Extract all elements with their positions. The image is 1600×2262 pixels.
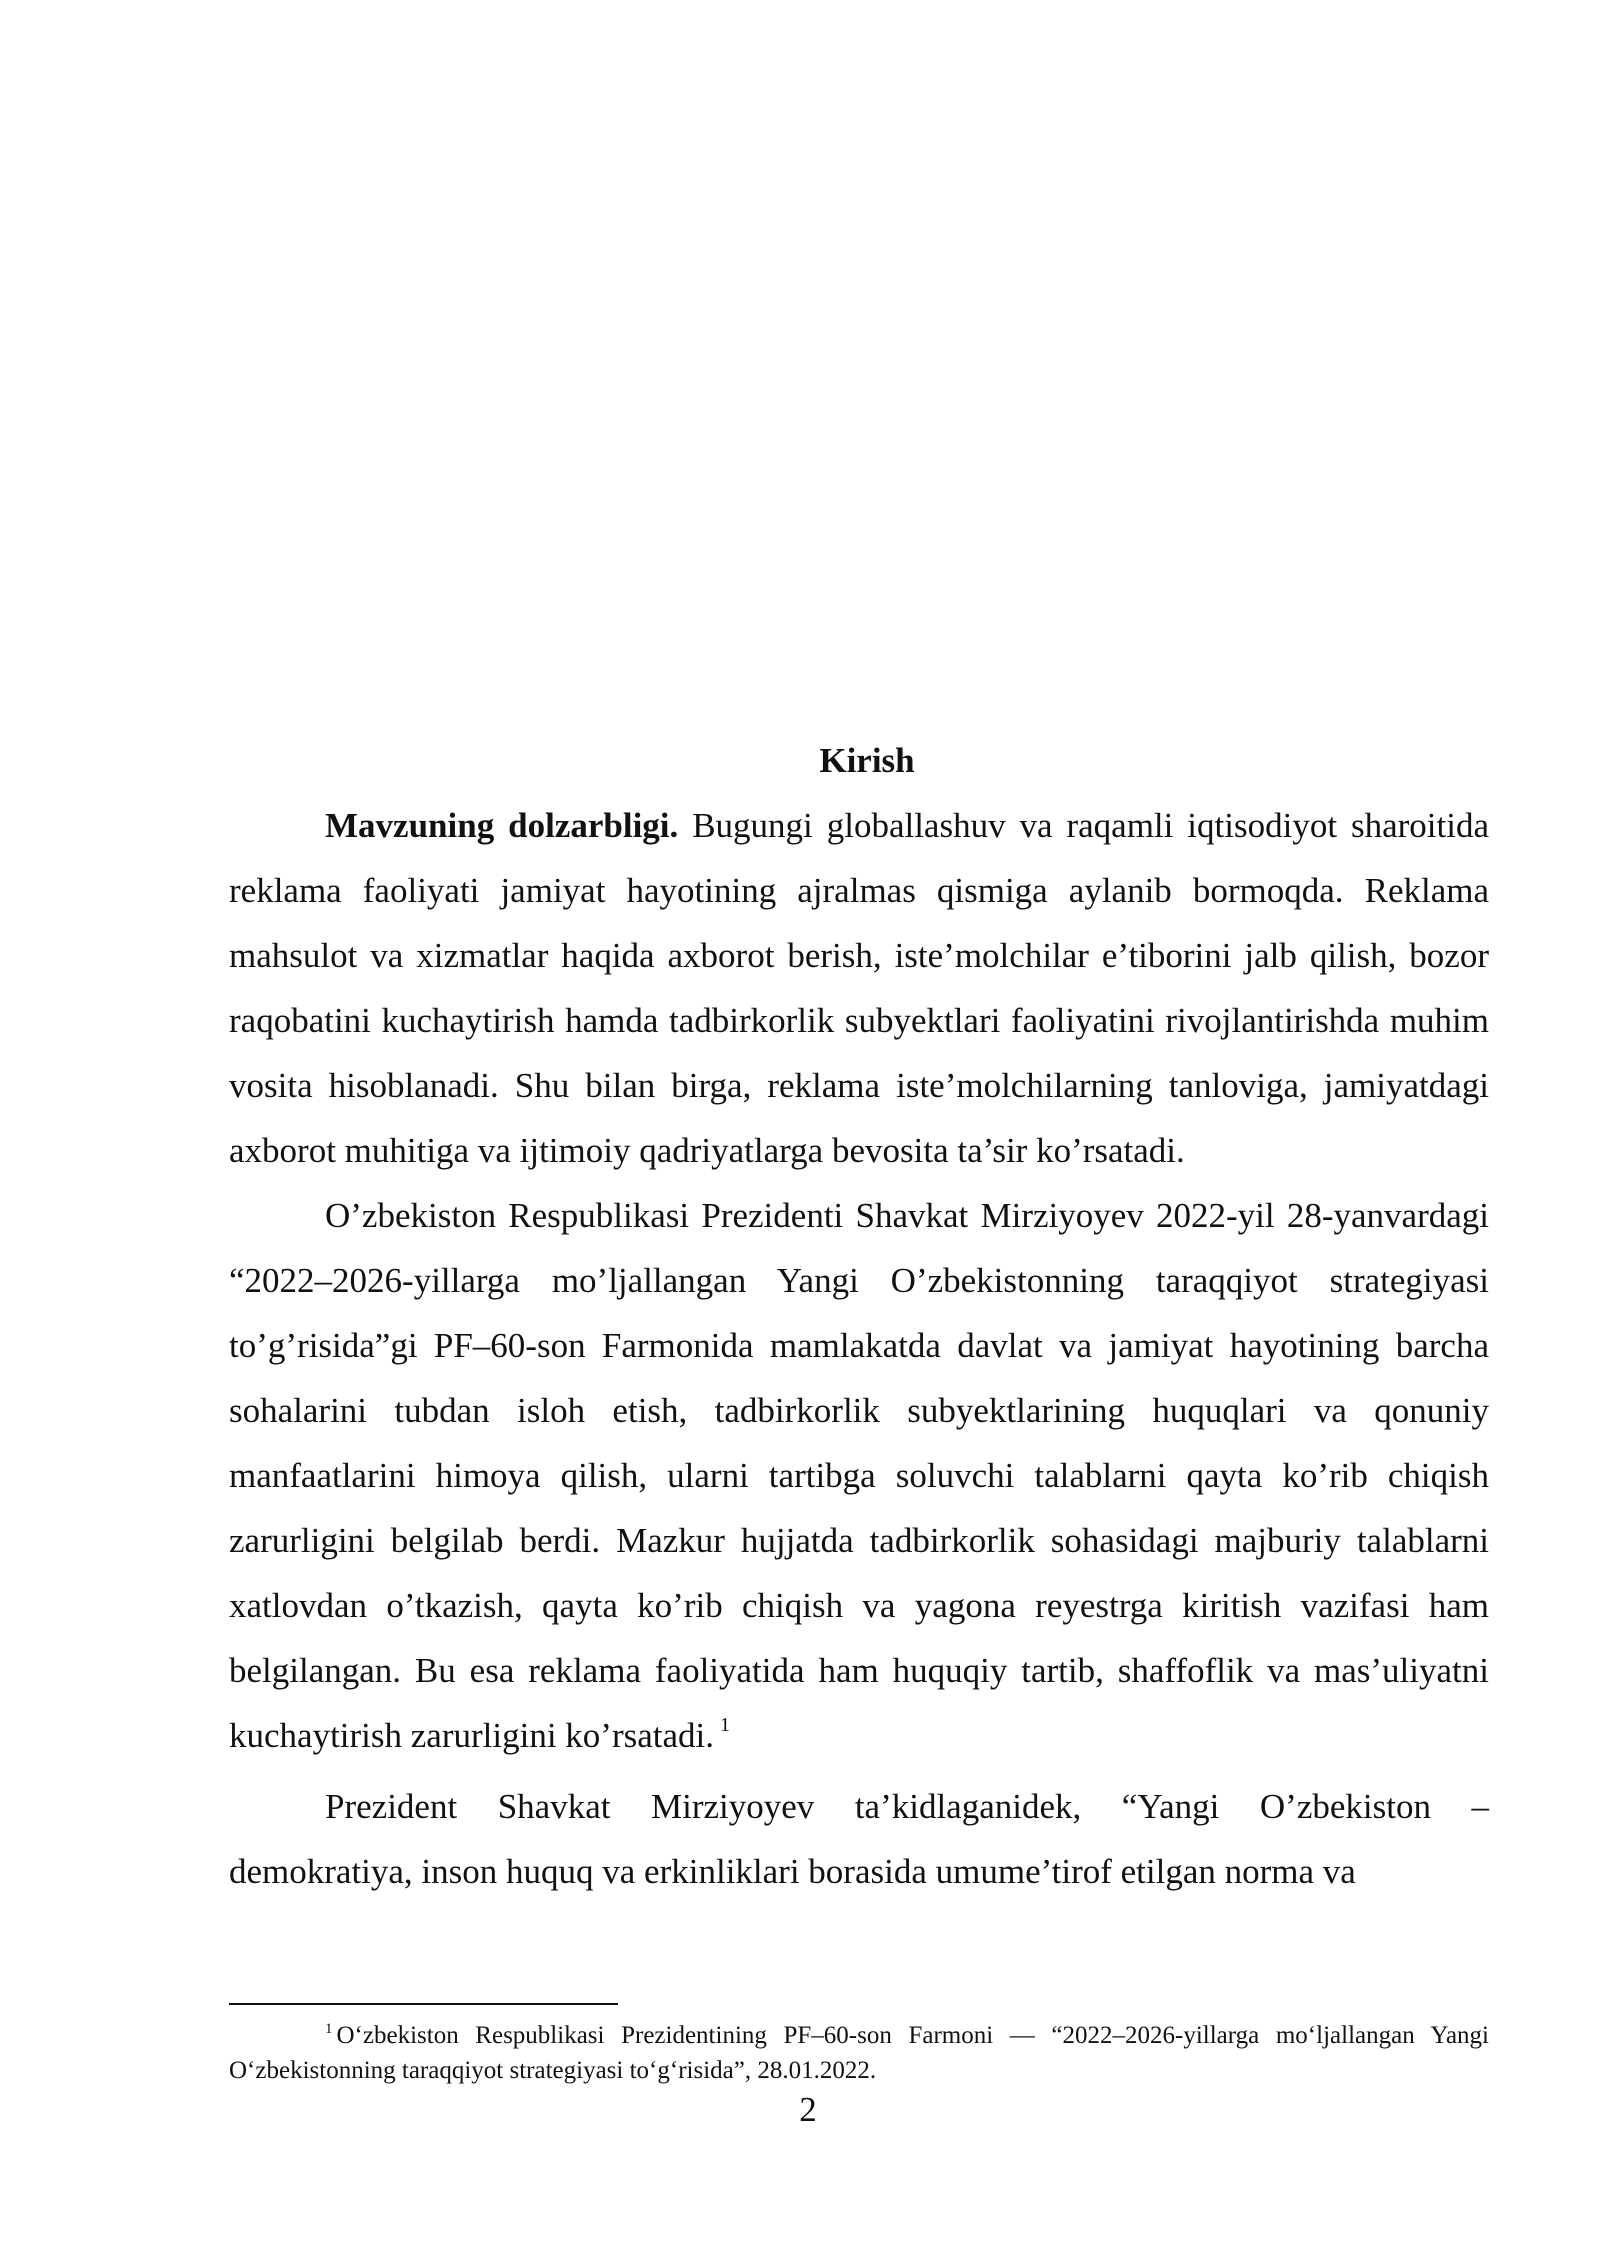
paragraph-lead: Mavzuning dolzarbligi.	[325, 806, 679, 845]
paragraph-decree	[229, 1183, 1489, 1774]
footnote-reference[interactable]: 1	[720, 1714, 730, 1736]
body-text	[229, 728, 1489, 1904]
paragraph-text: Prezident Shavkat Mirziyoyev ta’kidlaganidek, “Yangi O’zbekiston – demokratiya, inson huquq va erkinliklari borasida umume’tirof etilgan norma va	[229, 1787, 1489, 1891]
footnote	[229, 2020, 1489, 2087]
paragraph-relevance	[229, 793, 1489, 1183]
footnote-mark: 1	[325, 2021, 333, 2037]
page-number: 2	[799, 2090, 817, 2129]
paragraph-text: O’zbekiston Respublikasi Prezidenti Shavkat Mirziyoyev 2022-yil 28-yanvardagi “2022–2026-yillarga mo’ljallangan Yangi O’zbekistonning taraqqiyot strategiyasi to’g’risida”gi PF–60-son Farmonida mamlakatda davlat va jamiyat hayotining barcha sohalarini tubdan isloh etish, tadbirkorlik subyektlarining huquqlari va qonuniy manfaatlarini himoya qilish, ularni tartibga soluvchi talablarni qayta ko’rib chiqish zarurligini belgilab berdi. Mazkur hujjatda tadbirkorlik sohasidagi majburiy talablarni xatlovdan o’tkazish, qayta ko’rib chiqish va yagona reyestrga kiritish vazifasi ham belgilangan. Bu esa reklama faoliyatida ham huquqiy tartib, shaffoflik va mas’uliyatni kuchaytirish zarurligini ko’rsatadi.	[229, 1196, 1489, 1755]
section-heading: Kirish	[819, 741, 915, 780]
paragraph-text: Bugungi globallashuv va raqamli iqtisodiyot sharoitida reklama faoliyati jamiyat hayotining ajralmas qismiga aylanib bormoqda. Reklama mahsulot va xizmatlar haqida axborot berish, iste’molchilar e’tiborini jalb qilish, bozor raqobatini kuchaytirish hamda tadbirkorlik subyektlari faoliyatini rivojlantirishda muhim vosita hisoblanadi. Shu bilan birga, reklama iste’molchilarning tanloviga, jamiyatdagi axborot muhitiga va ijtimoiy qadriyatlarga bevosita ta’sir ko’rsatadi.	[229, 806, 1490, 1170]
footnote-separator	[229, 2003, 618, 2005]
footnote-text: O‘zbekiston Respublikasi Prezidentining PF–60-son Farmoni — “2022–2026-yillarga mo‘ljallangan Yangi O‘zbekistonning taraqqiyot strategiyasi to‘g‘risida”, 28.01.2022.	[229, 2022, 1489, 2084]
paragraph-president-quote	[229, 1774, 1489, 1904]
